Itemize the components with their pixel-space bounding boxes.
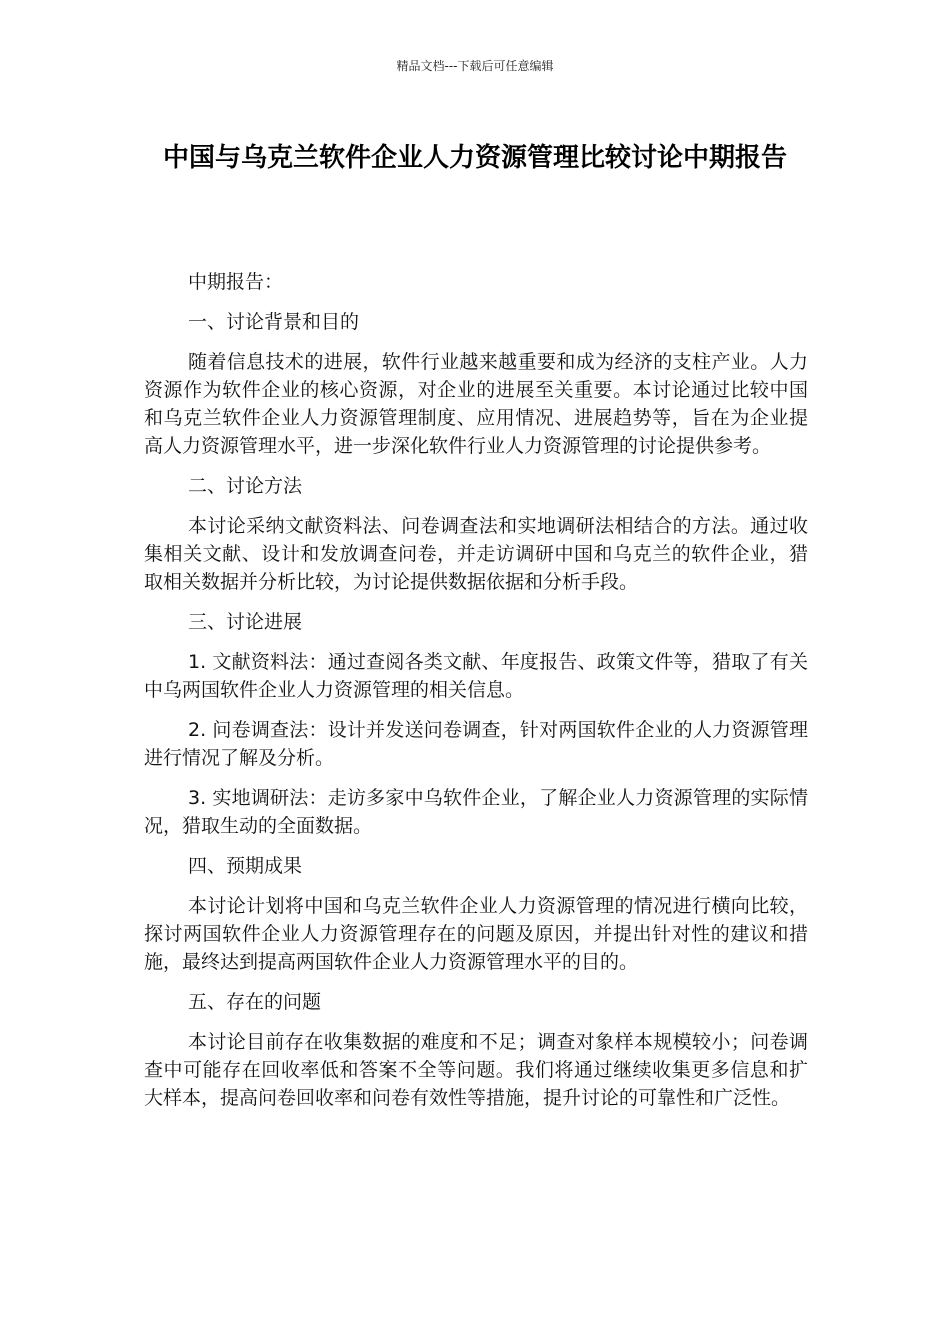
paragraph-issues: 本讨论目前存在收集数据的难度和不足；调查对象样本规模较小；问卷调查中可能存在回收率低和答案不全等问题。我们将通过继续收集更多信息和扩大样本，提高问卷回收率和问卷有效性等措施，提升讨论的可靠性和广泛性。 bbox=[144, 1031, 808, 1109]
header-note: 精品文档---下载后可任意编辑 bbox=[396, 59, 554, 73]
section-heading-background: 一、讨论背景和目的 bbox=[188, 311, 360, 333]
section-heading-methods: 二、讨论方法 bbox=[188, 475, 303, 497]
paragraph-background: 随着信息技术的进展，软件行业越来越重要和成为经济的支柱产业。人力资源作为软件企业的核心资源，对企业的进展至关重要。本讨论通过比较中国和乌克兰软件企业人力资源管理制度、应用情况、进展趋势等，旨在为企业提高人力资源管理水平，进一步深化软件行业人力资源管理的讨论提供参考。 bbox=[144, 351, 808, 457]
paragraph-progress-fieldwork: 3. 实地调研法：走访多家中乌软件企业，了解企业人力资源管理的实际情况，猎取生动的全面数据。 bbox=[144, 787, 808, 837]
section-heading-outcomes: 四、预期成果 bbox=[188, 855, 303, 877]
paragraph-progress-survey: 2. 问卷调查法：设计并发送问卷调查，针对两国软件企业的人力资源管理进行情况了解及分析。 bbox=[144, 719, 808, 769]
paragraph-outcomes: 本讨论计划将中国和乌克兰软件企业人力资源管理的情况进行横向比较，探讨两国软件企业人力资源管理存在的问题及原因，并提出针对性的建议和措施，最终达到提高两国软件企业人力资源管理水平的目的。 bbox=[144, 895, 808, 973]
document-title: 中国与乌克兰软件企业人力资源管理比较讨论中期报告 bbox=[162, 143, 787, 173]
paragraph-methods: 本讨论采纳文献资料法、问卷调查法和实地调研法相结合的方法。通过收集相关文献、设计和发放调查问卷，并走访调研中国和乌克兰的软件企业，猎取相关数据并分析比较，为讨论提供数据依据和分析手段。 bbox=[144, 515, 808, 593]
intro-label: 中期报告： bbox=[188, 271, 284, 293]
document-body bbox=[144, 268, 808, 1124]
paragraph-progress-literature: 1. 文献资料法：通过查阅各类文献、年度报告、政策文件等，猎取了有关中乌两国软件企业人力资源管理的相关信息。 bbox=[144, 651, 808, 701]
section-heading-progress: 三、讨论进展 bbox=[188, 611, 303, 633]
section-heading-issues: 五、存在的问题 bbox=[188, 991, 322, 1013]
